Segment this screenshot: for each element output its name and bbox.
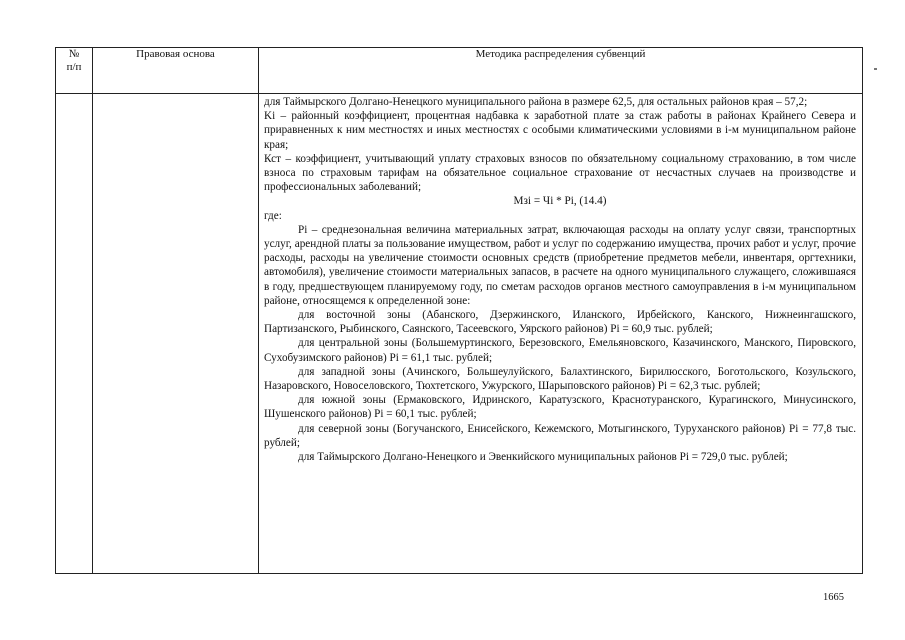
- header-method-label: Методика распределения субвенций: [475, 48, 646, 60]
- header-basis-label: Правовая основа: [136, 48, 215, 60]
- paragraph-district-coefficient: для Таймырского Долгано-Ненецкого муниципального района в размере 62,5, для остальных районов края – 57,2;: [264, 96, 808, 108]
- paragraph-north-zone: для северной зоны (Богучанского, Енисейского, Кежемского, Мотыгинского, Туруханского районов) Pi = 77,8 тыс. рублей;: [264, 422, 856, 449]
- header-basis-cell: [93, 48, 259, 94]
- subvention-table: [55, 47, 863, 574]
- paragraph-south-zone: для южной зоны (Ермаковского, Идринского, Каратузского, Краснотуранского, Курагинского, Минусинского, Шушенского районов) Pi = 60,1 тыс. рублей;: [264, 394, 856, 421]
- number-cell: [56, 94, 93, 574]
- formula-14-4: Мзi = Чi * Pi, (14.4): [513, 195, 607, 208]
- paragraph-taimyr-evenki: для Таймырского Долгано-Ненецкого и Эвенкийского муниципальных районов Pi = 729,0 тыс. рублей;: [298, 451, 788, 464]
- paragraph-east-zone: для восточной зоны (Абанского, Дзержинского, Иланского, Ирбейского, Канского, Нижнеингашского, Партизанского, Рыбинского, Саянского, Тасеевского, Уярского районов) Pi = 60,9 тыс. рублей;: [264, 309, 856, 336]
- table-header-row: [56, 48, 863, 94]
- paragraph-kst: Кст – коэффициент, учитывающий уплату страховых взносов по обязательному социальному страхованию, в том числе взноса по страховым тарифам на обязательное социальное страхование от несчастных случаев на производстве и профессиональных заболеваний;: [264, 152, 856, 194]
- paragraph-central-zone: для центральной зоны (Большемуртинского, Березовского, Емельяновского, Казачинского, Манского, Пировского, Сухобузимского районов) Pi = 61,1 тыс. рублей;: [264, 337, 856, 364]
- paragraph-ki: Ki – районный коэффициент, процентная надбавка к заработной плате за стаж работы в районах Крайнего Севера и приравненных к ним местностях и иных местностях с особыми климатическими условиями в i-м муниципальном районе края;: [264, 110, 856, 151]
- scan-speck: [874, 68, 877, 70]
- paragraph-west-zone: для западной зоны (Ачинского, Большеулуйского, Балахтинского, Бирилюсского, Боготольского, Козульского, Назаровского, Новоселовского, Тюхтетского, Ужурского, Шарыповского районов) Pi = 62,3 тыс. рублей;: [264, 365, 856, 393]
- table-row: [56, 94, 863, 574]
- method-cell: [259, 94, 863, 574]
- header-method-cell: [259, 48, 863, 94]
- paragraph-pi: Pi – среднезональная величина материальных затрат, включающая расходы на оплату услуг связи, транспортных услуг, арендной платы за пользование имуществом, работ и услуг по содержанию имущества, прочих работ и услуг, прочие расходы, расходы на увеличение стоимости основных средств (приобретение предметов мебели, инвентаря, оргтехники, автомобиля), увеличение стоимости материальных запасов, в расчете на одного муниципального служащего, сложившаяся в году, предшествующем планируемому году, по сметам расходов органов местного самоуправления в i-м муниципальном районе, относящемся к определенной зоне:: [264, 223, 856, 307]
- basis-cell: [93, 94, 259, 574]
- page-number: 1665: [823, 592, 844, 603]
- header-number-label: № п/п: [66, 48, 82, 73]
- where-label: где:: [264, 209, 282, 222]
- header-number-cell: [56, 48, 93, 94]
